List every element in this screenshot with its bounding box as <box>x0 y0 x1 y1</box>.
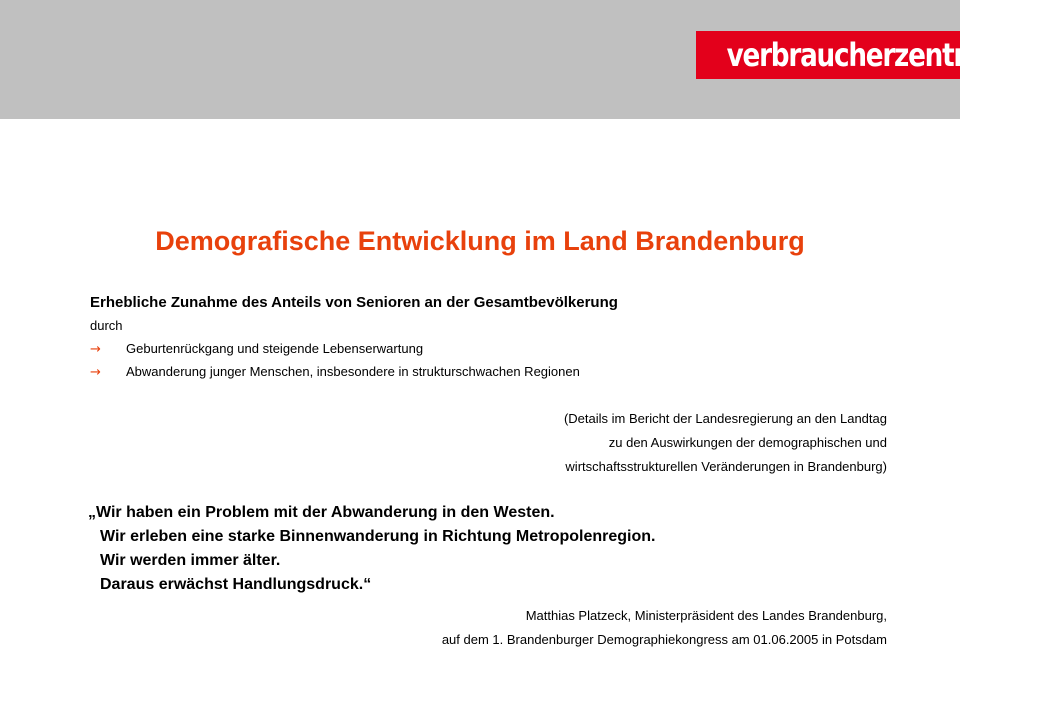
quote-line: Wir werden immer älter. <box>100 552 281 569</box>
bullet-item <box>90 340 423 359</box>
quote-attribution <box>442 604 887 652</box>
quote-block <box>88 501 655 597</box>
quote-line: „Wir haben ein Problem mit der Abwanderung in den Westen. <box>88 504 555 521</box>
details-line: wirtschaftsstrukturellen Veränderungen in Brandenburg) <box>565 459 887 474</box>
slide-title: Demografische Entwicklung im Land Brandenburg <box>155 226 805 256</box>
right-arrow-icon: → <box>90 365 101 380</box>
slide-subhead: Erhebliche Zunahme des Anteils von Senioren an der Gesamtbevölkerung <box>90 294 618 311</box>
logo-text: verbraucherzentrale <box>726 36 1006 74</box>
bullet-text: Abwanderung junger Menschen, insbesondere in strukturschwachen Regionen <box>126 364 580 379</box>
verbraucherzentrale-logo <box>696 31 1006 79</box>
bullet-item <box>90 363 580 382</box>
details-line: zu den Auswirkungen der demographischen und <box>608 435 887 450</box>
durch-label: durch <box>90 318 123 333</box>
quote-line: Wir erleben eine starke Binnenwanderung in Richtung Metropolenregion. <box>100 528 656 545</box>
details-line: (Details im Bericht der Landesregierung an den Landtag <box>563 411 887 426</box>
right-arrow-icon: → <box>90 342 101 357</box>
details-note <box>564 407 887 479</box>
bullet-text: Geburtenrückgang und steigende Lebenserwartung <box>126 341 424 356</box>
quote-line: Daraus erwächst Handlungsdruck.“ <box>100 576 372 593</box>
attribution-line: Matthias Platzeck, Ministerpräsident des Landes Brandenburg, <box>525 608 887 623</box>
attribution-line: auf dem 1. Brandenburger Demographiekongress am 01.06.2005 in Potsdam <box>441 632 887 647</box>
